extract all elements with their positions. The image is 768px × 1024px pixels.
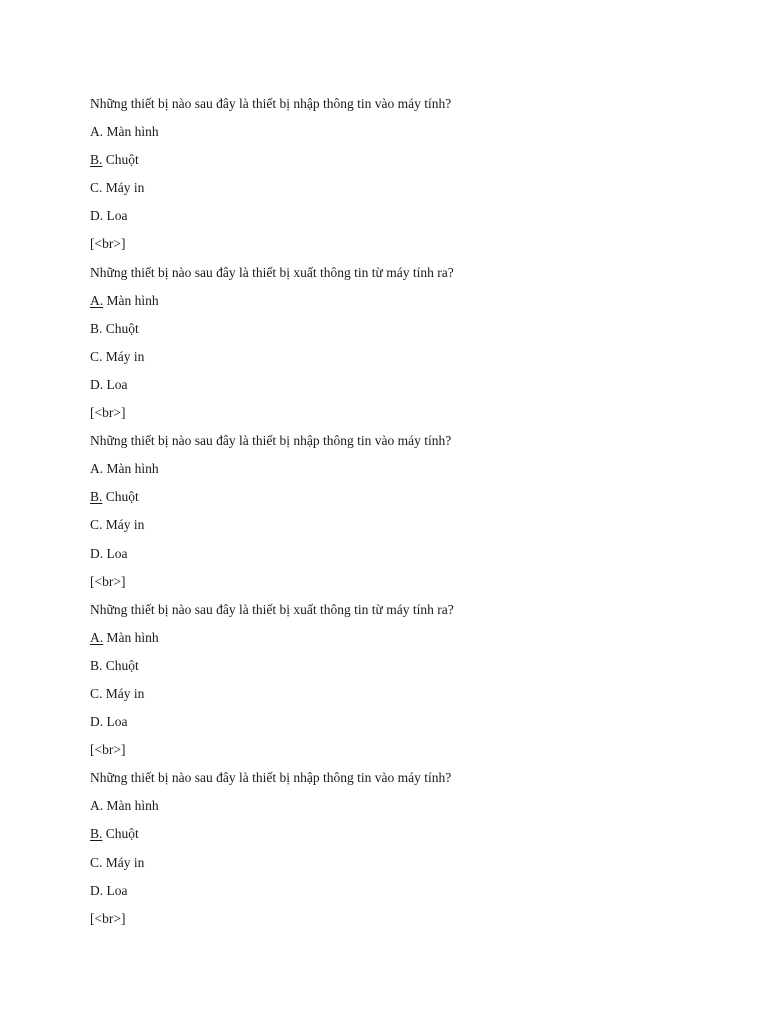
option-text: Loa [106, 714, 128, 730]
answer-option [90, 146, 710, 174]
answer-option [90, 652, 710, 680]
answer-option [90, 624, 710, 652]
option-text: Chuột [105, 320, 139, 336]
correct-answer-letter: B. [90, 826, 103, 842]
option-text: Màn hình [106, 461, 159, 477]
document-body [90, 90, 710, 933]
question-block [90, 596, 710, 765]
option-letter: A. [90, 461, 104, 477]
answer-option [90, 315, 710, 343]
option-letter: C. [90, 180, 103, 196]
option-text: Máy in [105, 348, 145, 364]
answer-option [90, 455, 710, 483]
correct-answer-letter: B. [90, 152, 103, 168]
option-letter: C. [90, 348, 103, 364]
answer-option [90, 849, 710, 877]
block-separator: [<br>] [90, 405, 126, 421]
answer-option [90, 118, 710, 146]
question-text: Những thiết bị nào sau đây là thiết bị nhập thông tin vào máy tính? [90, 433, 452, 449]
option-text: Màn hình [106, 292, 159, 308]
option-text: Loa [106, 545, 128, 561]
option-text: Máy in [105, 517, 145, 533]
option-text: Màn hình [106, 124, 159, 140]
block-separator: [<br>] [90, 573, 126, 589]
option-letter: C. [90, 854, 103, 870]
answer-option [90, 820, 710, 848]
answer-option [90, 202, 710, 230]
answer-option [90, 483, 710, 511]
option-text: Loa [106, 208, 128, 224]
answer-option [90, 371, 710, 399]
question-text: Những thiết bị nào sau đây là thiết bị xuất thông tin từ máy tính ra? [90, 601, 454, 617]
option-text: Máy in [105, 685, 145, 701]
block-separator: [<br>] [90, 910, 126, 926]
answer-option [90, 174, 710, 202]
option-text: Chuột [105, 657, 139, 673]
option-letter: C. [90, 517, 103, 533]
question-block [90, 259, 710, 428]
option-letter: D. [90, 545, 104, 561]
question-text: Những thiết bị nào sau đây là thiết bị xuất thông tin từ máy tính ra? [90, 264, 454, 280]
answer-option [90, 877, 710, 905]
option-letter: A. [90, 798, 104, 814]
correct-answer-letter: B. [90, 489, 103, 505]
option-letter: D. [90, 714, 104, 730]
option-letter: C. [90, 685, 103, 701]
question-text: Những thiết bị nào sau đây là thiết bị nhập thông tin vào máy tính? [90, 770, 452, 786]
answer-option [90, 540, 710, 568]
option-text: Máy in [105, 854, 145, 870]
option-text: Chuột [105, 826, 139, 842]
option-text: Chuột [105, 152, 139, 168]
block-separator: [<br>] [90, 236, 126, 252]
option-text: Loa [106, 376, 128, 392]
block-separator: [<br>] [90, 742, 126, 758]
option-letter: D. [90, 882, 104, 898]
option-letter: A. [90, 124, 104, 140]
option-text: Máy in [105, 180, 145, 196]
correct-answer-letter: A. [90, 292, 104, 308]
option-letter: B. [90, 657, 103, 673]
option-text: Màn hình [106, 629, 159, 645]
answer-option [90, 511, 710, 539]
answer-option [90, 792, 710, 820]
option-letter: D. [90, 208, 104, 224]
option-text: Màn hình [106, 798, 159, 814]
option-letter: B. [90, 320, 103, 336]
answer-option [90, 287, 710, 315]
correct-answer-letter: A. [90, 629, 104, 645]
option-text: Chuột [105, 489, 139, 505]
question-block [90, 764, 710, 933]
question-text: Những thiết bị nào sau đây là thiết bị nhập thông tin vào máy tính? [90, 96, 452, 111]
question-block [90, 90, 710, 259]
answer-option [90, 708, 710, 736]
answer-option [90, 680, 710, 708]
option-text: Loa [106, 882, 128, 898]
option-letter: D. [90, 376, 104, 392]
answer-option [90, 343, 710, 371]
question-block [90, 427, 710, 596]
